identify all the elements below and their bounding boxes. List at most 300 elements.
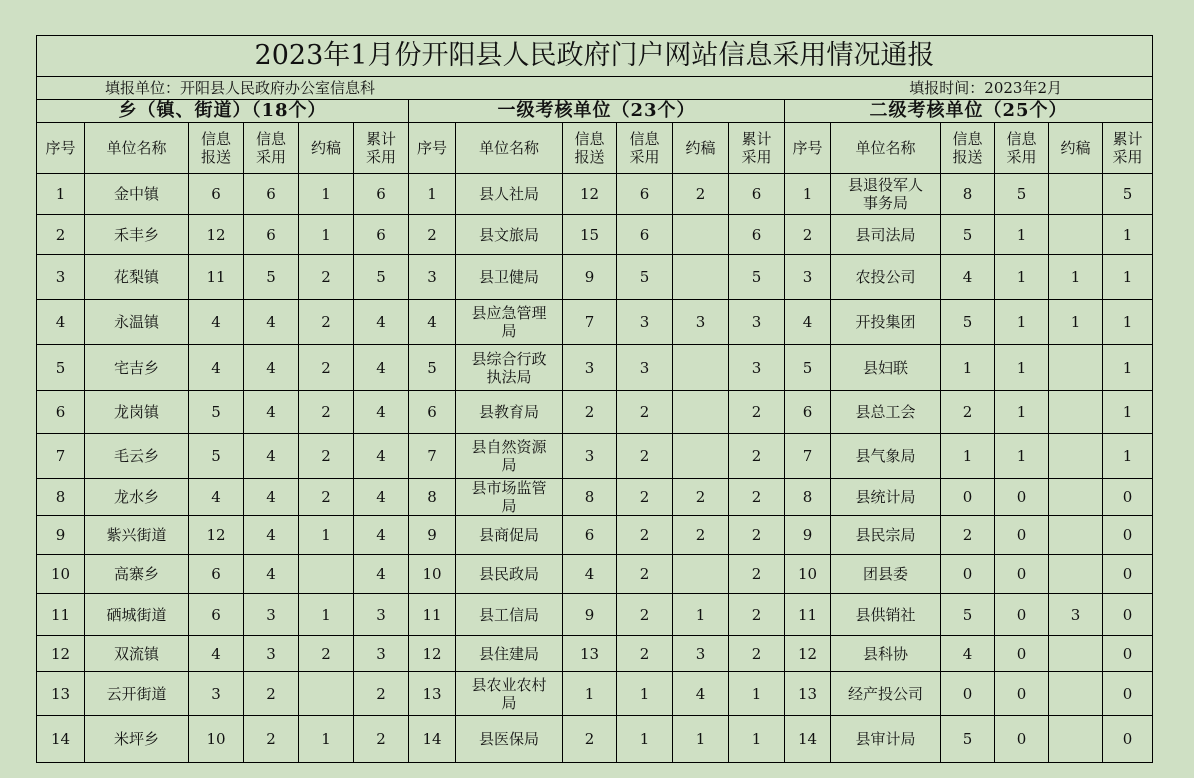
- cell-total: 4: [354, 391, 409, 434]
- cell-invited: 1: [299, 716, 354, 763]
- cell-index: 14: [37, 716, 85, 763]
- header-label: 序号: [416, 139, 447, 157]
- cell-sent: 0: [941, 672, 995, 716]
- cell-sent: 1: [563, 672, 617, 716]
- cell-invited: [1049, 479, 1103, 516]
- cell-sent: 6: [189, 555, 244, 594]
- cell-sent: 4: [941, 255, 995, 300]
- cell-index: 6: [785, 391, 831, 434]
- cell-sent: 10: [189, 716, 244, 763]
- cell-index: 2: [785, 215, 831, 255]
- cell-unit: [831, 300, 941, 345]
- cell-index: 2: [409, 215, 456, 255]
- cell-total: 2: [729, 479, 785, 516]
- cell-unit: [831, 434, 941, 479]
- cell-sent: 1: [941, 434, 995, 479]
- cell-sent: 1: [941, 345, 995, 391]
- unit-name: 县文旅局: [478, 225, 539, 244]
- cell-total: 2: [729, 636, 785, 672]
- cell-adopted: 5: [617, 255, 673, 300]
- cell-total: 4: [354, 516, 409, 555]
- cell-sent: 8: [941, 174, 995, 215]
- table-row: [37, 255, 1153, 300]
- cell-unit: [85, 391, 189, 434]
- col-header-total: [1103, 123, 1153, 174]
- cell-unit: [85, 434, 189, 479]
- cell-unit: [85, 255, 189, 300]
- cell-index: 5: [785, 345, 831, 391]
- cell-index: 6: [37, 391, 85, 434]
- cell-adopted: 2: [617, 516, 673, 555]
- cell-index: 2: [37, 215, 85, 255]
- table-row: [37, 555, 1153, 594]
- cell-total: 4: [354, 434, 409, 479]
- unit-name: 农投公司: [855, 268, 916, 286]
- cell-adopted: 3: [244, 636, 299, 672]
- cell-index: 8: [409, 479, 456, 516]
- cell-index: 13: [785, 672, 831, 716]
- cell-index: 12: [409, 636, 456, 672]
- cell-sent: 8: [563, 479, 617, 516]
- cell-unit: [831, 391, 941, 434]
- header-label: 累计采用: [1112, 130, 1143, 166]
- cell-sent: 3: [189, 672, 244, 716]
- cell-invited: 1: [299, 174, 354, 215]
- cell-total: 1: [729, 716, 785, 763]
- cell-adopted: 6: [244, 174, 299, 215]
- table-row: [37, 594, 1153, 636]
- header-label: 约稿: [685, 139, 716, 157]
- header-label: 约稿: [310, 139, 341, 157]
- cell-invited: [1049, 516, 1103, 555]
- cell-unit: [831, 636, 941, 672]
- cell-index: 14: [785, 716, 831, 763]
- cell-index: 7: [785, 434, 831, 479]
- header-label: 信息报送: [952, 130, 983, 166]
- cell-sent: 4: [189, 479, 244, 516]
- cell-invited: 1: [299, 594, 354, 636]
- cell-index: 13: [409, 672, 456, 716]
- cell-adopted: 3: [617, 345, 673, 391]
- cell-adopted: 2: [244, 672, 299, 716]
- unit-name: 经产投公司: [847, 684, 923, 703]
- col-header-index: [37, 123, 85, 174]
- table-row: [37, 345, 1153, 391]
- cell-adopted: 1: [617, 672, 673, 716]
- col-header-unit: [85, 123, 189, 174]
- col-header-unit: [831, 123, 941, 174]
- cell-index: 3: [37, 255, 85, 300]
- cell-unit: [456, 716, 563, 763]
- cell-index: 7: [409, 434, 456, 479]
- cell-unit: [85, 345, 189, 391]
- cell-adopted: 2: [617, 434, 673, 479]
- cell-total: 1: [1103, 215, 1153, 255]
- cell-sent: 4: [189, 345, 244, 391]
- col-header-sent: [941, 123, 995, 174]
- cell-invited: [673, 391, 729, 434]
- cell-invited: [1049, 391, 1103, 434]
- cell-unit: [85, 516, 189, 555]
- cell-invited: 3: [673, 636, 729, 672]
- cell-unit: [831, 345, 941, 391]
- header-label: 信息采用: [255, 130, 286, 166]
- cell-total: 2: [354, 672, 409, 716]
- cell-invited: [1049, 215, 1103, 255]
- cell-unit: [831, 255, 941, 300]
- fill-time: 填报时间：2023年2月: [617, 77, 1153, 100]
- cell-sent: 2: [941, 516, 995, 555]
- header-label: 单位名称: [106, 139, 167, 157]
- unit-name: 花梨镇: [113, 268, 159, 286]
- cell-invited: 1: [299, 516, 354, 555]
- cell-invited: [673, 434, 729, 479]
- cell-invited: 3: [673, 300, 729, 345]
- cell-adopted: 1: [995, 391, 1049, 434]
- unit-name: 县住建局: [478, 644, 539, 663]
- cell-adopted: 0: [995, 636, 1049, 672]
- cell-invited: 2: [299, 391, 354, 434]
- header-label: 累计采用: [365, 130, 396, 166]
- cell-index: 10: [37, 555, 85, 594]
- cell-unit: [831, 716, 941, 763]
- cell-total: 0: [1103, 636, 1153, 672]
- cell-total: 3: [354, 594, 409, 636]
- cell-index: 9: [785, 516, 831, 555]
- cell-invited: [673, 255, 729, 300]
- unit-name: 紫兴街道: [106, 526, 167, 544]
- cell-adopted: 1: [995, 300, 1049, 345]
- cell-index: 9: [37, 516, 85, 555]
- cell-adopted: 1: [995, 434, 1049, 479]
- cell-adopted: 4: [244, 434, 299, 479]
- cell-total: 2: [729, 594, 785, 636]
- cell-invited: 2: [299, 479, 354, 516]
- unit-name: 县商促局: [478, 526, 539, 544]
- cell-unit: [456, 255, 563, 300]
- cell-index: 1: [409, 174, 456, 215]
- header-label: 信息报送: [200, 130, 231, 166]
- cell-invited: [673, 215, 729, 255]
- cell-sent: 2: [941, 391, 995, 434]
- unit-name: 龙水乡: [113, 488, 159, 506]
- cell-unit: [831, 174, 941, 215]
- cell-sent: 5: [189, 391, 244, 434]
- cell-sent: 11: [189, 255, 244, 300]
- cell-adopted: 6: [617, 215, 673, 255]
- cell-adopted: 2: [617, 594, 673, 636]
- cell-index: 1: [37, 174, 85, 215]
- cell-total: 5: [1103, 174, 1153, 215]
- cell-total: 6: [354, 215, 409, 255]
- cell-unit: [85, 215, 189, 255]
- unit-name: 宅吉乡: [113, 358, 159, 377]
- cell-adopted: 4: [244, 479, 299, 516]
- header-label: 信息采用: [629, 130, 660, 166]
- header-label: 序号: [45, 139, 76, 157]
- unit-name: 金中镇: [113, 185, 159, 203]
- table-row: [37, 636, 1153, 672]
- cell-total: 3: [729, 345, 785, 391]
- cell-invited: 2: [299, 434, 354, 479]
- col-header-adopted: [244, 123, 299, 174]
- cell-unit: [85, 672, 189, 716]
- unit-name: 龙岗镇: [113, 403, 159, 421]
- header-label: 序号: [792, 139, 823, 157]
- cell-invited: [1049, 716, 1103, 763]
- cell-adopted: 2: [244, 716, 299, 763]
- header-label: 信息报送: [574, 130, 605, 166]
- col-header-total: [729, 123, 785, 174]
- cell-adopted: 4: [244, 516, 299, 555]
- cell-index: 8: [37, 479, 85, 516]
- col-header-invited: [673, 123, 729, 174]
- cell-total: 4: [354, 555, 409, 594]
- unit-name: 毛云乡: [113, 447, 159, 465]
- col-header-index: [409, 123, 456, 174]
- cell-unit: [85, 479, 189, 516]
- cell-adopted: 1: [995, 255, 1049, 300]
- header-label: 约稿: [1060, 139, 1091, 157]
- table-row: [37, 716, 1153, 763]
- cell-total: 2: [354, 716, 409, 763]
- unit-name: 禾丰乡: [113, 225, 159, 244]
- cell-invited: [673, 555, 729, 594]
- cell-invited: 1: [1049, 255, 1103, 300]
- cell-invited: 1: [299, 215, 354, 255]
- table-row: [37, 300, 1153, 345]
- cell-sent: 2: [563, 391, 617, 434]
- cell-sent: 15: [563, 215, 617, 255]
- cell-unit: [85, 300, 189, 345]
- unit-name: 团县委: [862, 565, 908, 583]
- cell-adopted: 0: [995, 594, 1049, 636]
- cell-unit: [456, 636, 563, 672]
- cell-invited: 1: [673, 716, 729, 763]
- cell-index: 11: [37, 594, 85, 636]
- cell-index: 11: [409, 594, 456, 636]
- cell-invited: [1049, 434, 1103, 479]
- cell-invited: 4: [673, 672, 729, 716]
- cell-sent: 5: [941, 300, 995, 345]
- cell-total: 0: [1103, 516, 1153, 555]
- col-header-sent: [563, 123, 617, 174]
- header-label: 信息采用: [1006, 130, 1037, 166]
- cell-adopted: 0: [995, 555, 1049, 594]
- cell-invited: 2: [299, 300, 354, 345]
- column-header-row: [37, 123, 1153, 174]
- unit-name: 云开街道: [106, 684, 167, 703]
- cell-index: 10: [409, 555, 456, 594]
- header-label: 单位名称: [855, 139, 916, 157]
- cell-unit: [831, 555, 941, 594]
- cell-invited: [1049, 636, 1103, 672]
- cell-unit: [456, 300, 563, 345]
- cell-index: 14: [409, 716, 456, 763]
- cell-invited: 2: [673, 479, 729, 516]
- cell-index: 5: [37, 345, 85, 391]
- cell-total: 2: [729, 434, 785, 479]
- cell-invited: 2: [299, 255, 354, 300]
- cell-adopted: 5: [244, 255, 299, 300]
- cell-sent: 9: [563, 255, 617, 300]
- cell-index: 4: [785, 300, 831, 345]
- col-header-invited: [299, 123, 354, 174]
- cell-total: 0: [1103, 479, 1153, 516]
- unit-name: 县审计局: [855, 730, 916, 748]
- table-row: [37, 215, 1153, 255]
- cell-unit: [85, 174, 189, 215]
- cell-sent: 12: [189, 516, 244, 555]
- cell-adopted: 2: [617, 636, 673, 672]
- cell-index: 11: [785, 594, 831, 636]
- unit-name: 县工信局: [478, 605, 539, 624]
- cell-unit: [831, 479, 941, 516]
- cell-adopted: 5: [995, 174, 1049, 215]
- cell-invited: [1049, 174, 1103, 215]
- cell-total: 6: [729, 174, 785, 215]
- cell-index: 13: [37, 672, 85, 716]
- cell-sent: 5: [941, 594, 995, 636]
- unit-name: 县市场监管局: [471, 479, 547, 515]
- cell-sent: 6: [189, 594, 244, 636]
- cell-invited: 3: [1049, 594, 1103, 636]
- cell-total: 0: [1103, 594, 1153, 636]
- table-row: [37, 391, 1153, 434]
- unit-name: 硒城街道: [106, 605, 167, 624]
- cell-total: 4: [354, 345, 409, 391]
- group-header-level1: 一级考核单位（23个）: [409, 100, 785, 123]
- cell-total: 1: [1103, 345, 1153, 391]
- cell-index: 10: [785, 555, 831, 594]
- unit-name: 县气象局: [855, 447, 916, 465]
- unit-name: 县教育局: [478, 403, 539, 421]
- cell-sent: 4: [941, 636, 995, 672]
- cell-unit: [456, 345, 563, 391]
- filler-unit: 填报单位：开阳县人民政府办公室信息科: [37, 77, 617, 100]
- col-header-unit: [456, 123, 563, 174]
- cell-sent: 12: [563, 174, 617, 215]
- cell-invited: [1049, 345, 1103, 391]
- cell-sent: 9: [563, 594, 617, 636]
- table-row: [37, 434, 1153, 479]
- cell-total: 1: [1103, 391, 1153, 434]
- group-header-level2: 二级考核单位（25个）: [785, 100, 1153, 123]
- header-label: 累计采用: [741, 130, 772, 166]
- unit-name: 县司法局: [855, 225, 916, 244]
- table-row: [37, 516, 1153, 555]
- cell-index: 5: [409, 345, 456, 391]
- cell-invited: [1049, 672, 1103, 716]
- cell-adopted: 3: [244, 594, 299, 636]
- unit-name: 开投集团: [855, 313, 916, 331]
- cell-adopted: 4: [244, 300, 299, 345]
- cell-sent: 4: [189, 636, 244, 672]
- cell-total: 4: [354, 479, 409, 516]
- cell-unit: [831, 215, 941, 255]
- cell-invited: 1: [1049, 300, 1103, 345]
- cell-invited: [673, 345, 729, 391]
- cell-index: 3: [409, 255, 456, 300]
- cell-adopted: 1: [995, 345, 1049, 391]
- cell-adopted: 0: [995, 479, 1049, 516]
- table-row: [37, 479, 1153, 516]
- cell-invited: [299, 555, 354, 594]
- cell-adopted: 1: [617, 716, 673, 763]
- col-header-adopted: [995, 123, 1049, 174]
- cell-index: 6: [409, 391, 456, 434]
- cell-sent: 6: [563, 516, 617, 555]
- col-header-sent: [189, 123, 244, 174]
- cell-invited: 2: [299, 345, 354, 391]
- cell-total: 1: [1103, 434, 1153, 479]
- cell-total: 3: [354, 636, 409, 672]
- cell-total: 6: [354, 174, 409, 215]
- cell-sent: 3: [563, 434, 617, 479]
- cell-index: 4: [37, 300, 85, 345]
- cell-sent: 13: [563, 636, 617, 672]
- cell-unit: [831, 516, 941, 555]
- cell-index: 12: [785, 636, 831, 672]
- table-row: [37, 174, 1153, 215]
- cell-total: 4: [354, 300, 409, 345]
- col-header-total: [354, 123, 409, 174]
- cell-unit: [831, 672, 941, 716]
- unit-name: 县人社局: [478, 185, 539, 203]
- cell-index: 9: [409, 516, 456, 555]
- cell-sent: 0: [941, 555, 995, 594]
- cell-total: 2: [729, 555, 785, 594]
- cell-adopted: 3: [617, 300, 673, 345]
- cell-unit: [831, 594, 941, 636]
- unit-name: 米坪乡: [113, 730, 159, 748]
- unit-name: 县统计局: [855, 488, 916, 506]
- cell-adopted: 2: [617, 391, 673, 434]
- cell-unit: [85, 716, 189, 763]
- unit-name: 双流镇: [113, 644, 159, 663]
- cell-sent: 2: [563, 716, 617, 763]
- cell-index: 1: [785, 174, 831, 215]
- unit-name: 县卫健局: [478, 268, 539, 286]
- unit-name: 县科协: [862, 644, 908, 663]
- table-row: [37, 672, 1153, 716]
- cell-index: 3: [785, 255, 831, 300]
- cell-total: 0: [1103, 555, 1153, 594]
- cell-sent: 3: [563, 345, 617, 391]
- cell-sent: 4: [563, 555, 617, 594]
- cell-adopted: 2: [617, 479, 673, 516]
- cell-total: 2: [729, 516, 785, 555]
- cell-total: 0: [1103, 716, 1153, 763]
- cell-total: 5: [729, 255, 785, 300]
- col-header-invited: [1049, 123, 1103, 174]
- cell-sent: 4: [189, 300, 244, 345]
- cell-sent: 7: [563, 300, 617, 345]
- cell-total: 1: [1103, 300, 1153, 345]
- cell-sent: 5: [189, 434, 244, 479]
- col-header-adopted: [617, 123, 673, 174]
- cell-total: 6: [729, 215, 785, 255]
- unit-name: 县供销社: [855, 605, 916, 624]
- cell-total: 1: [729, 672, 785, 716]
- unit-name: 县综合行政执法局: [471, 349, 547, 386]
- cell-adopted: 6: [244, 215, 299, 255]
- cell-index: 7: [37, 434, 85, 479]
- cell-index: 12: [37, 636, 85, 672]
- cell-sent: 5: [941, 716, 995, 763]
- unit-name: 县总工会: [855, 403, 916, 421]
- cell-invited: 2: [673, 174, 729, 215]
